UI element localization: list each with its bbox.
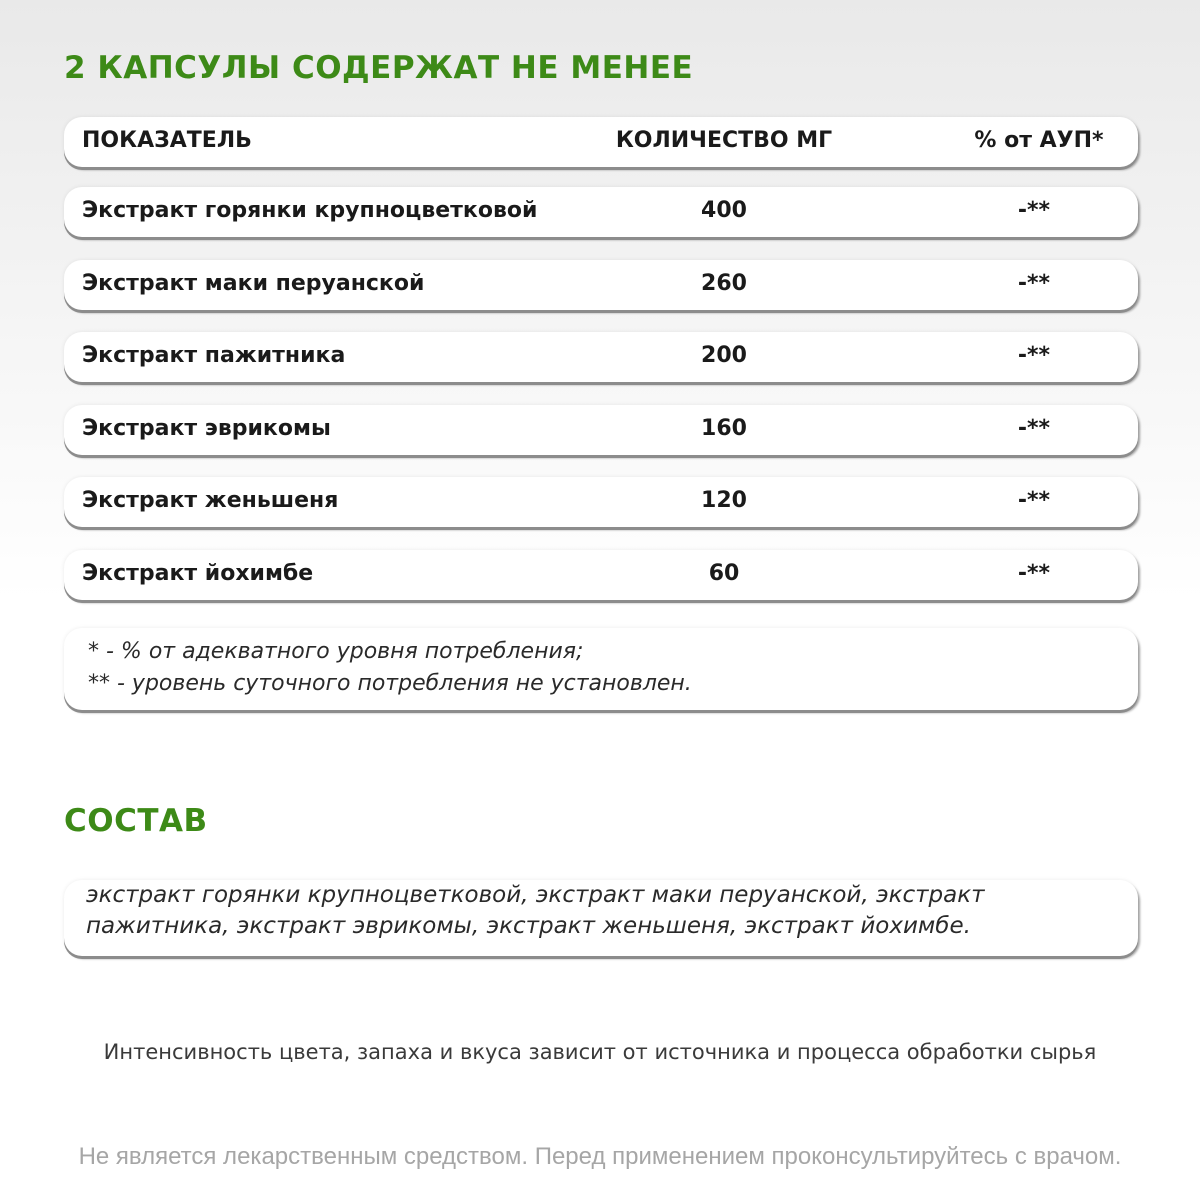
row-name: Экстракт женьшеня	[82, 488, 339, 513]
table-row	[64, 187, 1138, 237]
table-row	[64, 405, 1138, 455]
row-name: Экстракт горянки крупноцветковой	[82, 198, 538, 223]
row-name: Экстракт эврикомы	[82, 416, 331, 441]
row-quantity: 160	[701, 416, 747, 441]
row-name: Экстракт пажитника	[82, 343, 346, 368]
composition-text-line2: пажитника, экстракт эврикомы, экстракт женьшеня, экстракт йохимбе.	[86, 913, 971, 939]
row-quantity: 260	[701, 271, 747, 296]
row-quantity: 400	[701, 198, 747, 223]
row-name: Экстракт йохимбе	[82, 561, 314, 586]
table-row	[64, 477, 1138, 527]
row-percent: -**	[1017, 488, 1051, 513]
composition-title: СОСТАВ	[64, 803, 208, 839]
row-percent: -**	[1017, 561, 1051, 586]
composition-text-line1: экстракт горянки крупноцветковой, экстракт маки перуанской, экстракт	[86, 882, 985, 908]
table-row	[64, 260, 1138, 310]
footnote-2: ** - уровень суточного потребления не установлен.	[88, 671, 692, 696]
footnote-1: * - % от адекватного уровня потребления;	[88, 639, 584, 664]
row-percent: -**	[1017, 271, 1051, 296]
composition-card	[64, 880, 1138, 956]
table-row	[64, 550, 1138, 600]
disclaimer: Не является лекарственным средством. Перед применением проконсультируйтесь с врачом.	[78, 1143, 1122, 1170]
color-note: Интенсивность цвета, запаха и вкуса зависит от источника и процесса обработки сырья	[103, 1040, 1097, 1064]
table-header	[64, 117, 1138, 167]
row-quantity: 200	[701, 343, 747, 368]
table-row	[64, 332, 1138, 382]
row-quantity: 60	[708, 561, 740, 586]
header-quantity: КОЛИЧЕСТВО МГ	[615, 128, 833, 153]
table-footnotes	[64, 628, 1138, 710]
row-percent: -**	[1017, 416, 1051, 441]
nutrition-title: 2 КАПСУЛЫ СОДЕРЖАТ НЕ МЕНЕЕ	[64, 50, 694, 86]
row-name: Экстракт маки перуанской	[82, 271, 425, 296]
header-percent: % от АУП*	[974, 128, 1104, 153]
row-quantity: 120	[701, 488, 747, 513]
row-percent: -**	[1017, 343, 1051, 368]
row-percent: -**	[1017, 198, 1051, 223]
header-name: ПОКАЗАТЕЛЬ	[82, 128, 252, 153]
